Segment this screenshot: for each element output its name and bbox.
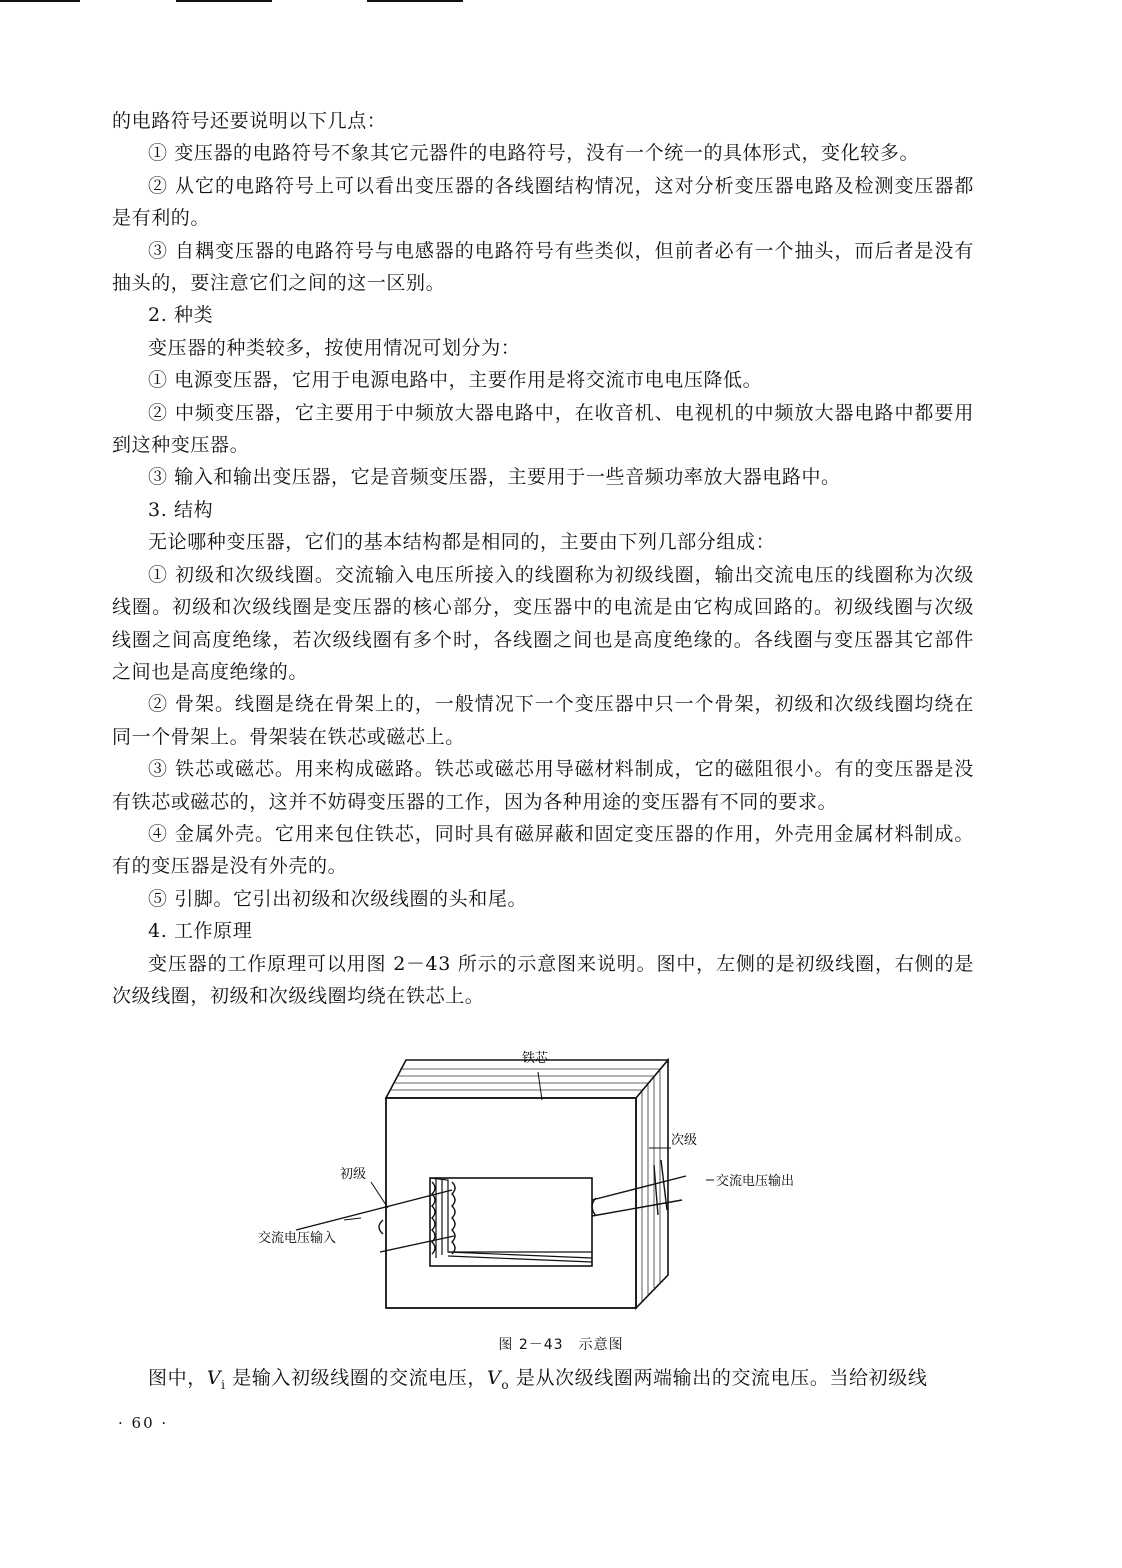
body-text xyxy=(112,105,974,1012)
figure-caption: 图 2－43 示意图 xyxy=(498,1337,624,1353)
label-input: 交流电压输入 xyxy=(258,1231,337,1246)
paragraph: 4. 工作原理 xyxy=(148,920,253,943)
last-line-part-b: 是输入初级线圈的交流电压， xyxy=(225,1367,488,1389)
transformer-diagram xyxy=(256,1040,816,1320)
label-output: 交流电压输出 xyxy=(716,1174,795,1189)
paragraph: ③ 输入和输出变压器，它是音频变压器，主要用于一些音频功率放大器电路中。 xyxy=(148,466,841,489)
paragraph: 3. 结构 xyxy=(148,498,214,521)
top-rule-3 xyxy=(367,0,463,2)
sub-i: i xyxy=(221,1377,226,1392)
paragraph: 无论哪种变压器，它们的基本结构都是相同的，主要由下列几部分组成： xyxy=(148,531,776,554)
paragraph: ④ 金属外壳。它用来包住铁芯，同时具有磁屏蔽和固定变压器的作用，外壳用金属材料制成。有的变压器是没有外壳的。 xyxy=(112,822,974,878)
paragraph: ③ 铁芯或磁芯。用来构成磁路。铁芯或磁芯用导磁材料制成，它的磁阻很小。有的变压器是没有铁芯或磁芯的，这并不妨碍变压器的工作，因为各种用途的变压器有不同的要求。 xyxy=(112,758,974,813)
paragraph: ① 初级和次级线圈。交流输入电压所接入的线圈称为初级线圈，输出交流电压的线圈称为次级线圈。初级和次级线圈是变压器的核心部分，变压器中的电流是由它构成回路的。初级线圈与次级线圈之间高度绝缘，若次级线圈有多个时，各线圈之间也是高度绝缘的。各线圈与变压器其它部件之间也是高度绝缘的。 xyxy=(112,563,974,683)
paragraph: ② 从它的电路符号上可以看出变压器的各线圈结构情况，这对分析变压器电路及检测变压器都是有利的。 xyxy=(112,174,974,230)
label-core: 铁芯 xyxy=(522,1051,549,1066)
paragraph: 变压器的工作原理可以用图 2－43 所示的示意图来说明。图中，左侧的是初级线圈，右侧的是次级线圈，初级和次级线圈均绕在铁芯上。 xyxy=(112,952,974,1007)
label-secondary: 次级 xyxy=(671,1133,698,1148)
paragraph: ① 变压器的电路符号不象其它元器件的电路符号，没有一个统一的具体形式，变化较多。 xyxy=(148,142,920,165)
last-line-part-a: 图中， xyxy=(148,1367,207,1389)
paragraph: 的电路符号还要说明以下几点： xyxy=(112,110,387,132)
top-rule-1 xyxy=(0,0,80,2)
paragraph: ② 骨架。线圈是绕在骨架上的，一般情况下一个变压器中只一个骨架，初级和次级线圈均绕在同一个骨架上。骨架装在铁芯或磁芯上。 xyxy=(112,693,974,748)
last-line xyxy=(148,1362,978,1401)
last-line-part-c: 是从次级线圈两端输出的交流电压。当给初级线 xyxy=(509,1367,928,1389)
paragraph: ⑤ 引脚。它引出初级和次级线圈的头和尾。 xyxy=(148,887,528,910)
paragraph: ② 中频变压器，它主要用于中频放大器电路中，在收音机、电视机的中频放大器电路中都要用到这种变压器。 xyxy=(112,401,974,457)
page-number: · 60 · xyxy=(118,1414,169,1432)
paragraph: 2. 种类 xyxy=(148,304,214,327)
top-rule-2 xyxy=(176,0,272,2)
paragraph: 变压器的种类较多，按使用情况可划分为： xyxy=(148,336,521,359)
var-v-i: V xyxy=(206,1367,222,1389)
transformer-figure xyxy=(256,1040,816,1320)
sub-o: o xyxy=(501,1377,510,1392)
paragraph: ① 电源变压器，它用于电源电路中，主要作用是将交流市电电压降低。 xyxy=(148,369,763,392)
var-v-o: V xyxy=(487,1367,502,1389)
paragraph: ③ 自耦变压器的电路符号与电感器的电路符号有些类似，但前者必有一个抽头，而后者是没有抽头的，要注意它们之间的这一区别。 xyxy=(112,239,974,295)
label-primary: 初级 xyxy=(340,1167,367,1182)
